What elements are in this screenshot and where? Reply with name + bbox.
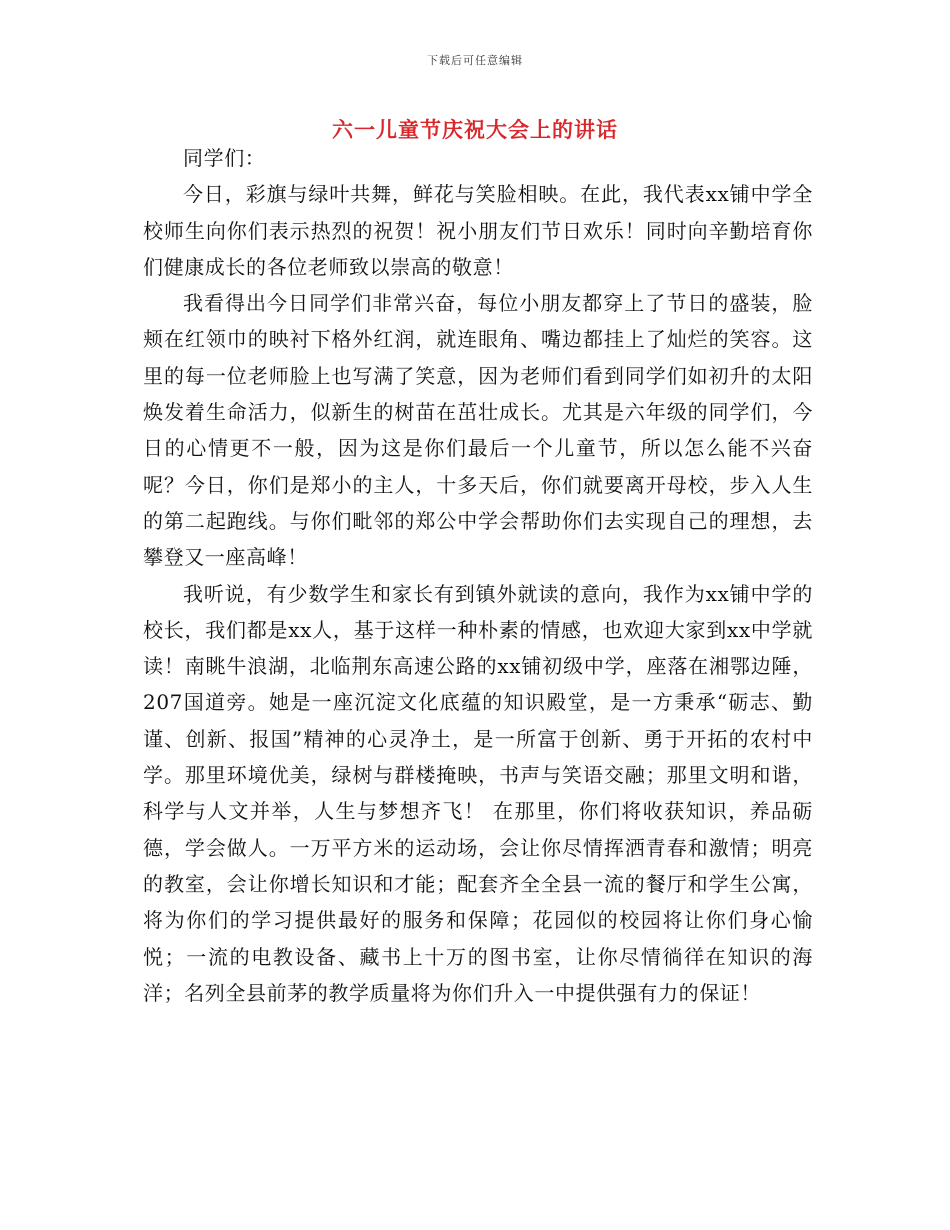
body-paragraph: 我看得出今日同学们非常兴奋，每位小朋友都穿上了节日的盛装，脸颊在红领巾的映衬下格外红润，就连眼角、嘴边都挂上了灿烂的笑容。这里的每一位老师脸上也写满了笑意，因为老师们看到同学们如初升的太阳焕发着生命活力，似新生的树苗在茁壮成长。尤其是六年级的同学们，今日的心情更不一般，因为这是你们最后一个儿童节，所以怎么能不兴奋呢？今日，你们是郑小的主人，十多天后，你们就要离开母校，步入人生的第二起跑线。与你们毗邻的郑公中学会帮助你们去实现自己的理想，去攀登又一座高峰！ bbox=[143, 291, 813, 570]
document-body bbox=[143, 140, 813, 1011]
body-paragraph: 今日，彩旗与绿叶共舞，鲜花与笑脸相映。在此，我代表xx铺中学全校师生向你们表示热烈的祝贺！祝小朋友们节日欢乐！同时向辛勤培育你们健康成长的各位老师致以崇高的敬意！ bbox=[143, 182, 813, 279]
header-note: 下载后可任意编辑 bbox=[427, 54, 523, 67]
salutation-paragraph: 同学们： bbox=[183, 146, 266, 170]
document-title: 六一儿童节庆祝大会上的讲话 bbox=[332, 117, 618, 142]
body-paragraph: 我听说，有少数学生和家长有到镇外就读的意向，我作为xx铺中学的校长，我们都是xx人，基于这样一种朴素的情感，也欢迎大家到xx中学就读！南眺牛浪湖，北临荆东高速公路的xx铺初级中学，座落在湘鄂边陲，207国道旁。她是一座沉淀文化底蕴的知识殿堂，是一方秉承“砺志、勤谨、创新、报国”精神的心灵净土，是一所富于创新、勇于开拓的农村中学。那里环境优美，绿树与群楼掩映，书声与笑语交融；那里文明和谐，科学与人文并举，人生与梦想齐飞！ 在那里，你们将收获知识，养品砺德，学会做人。一万平方米的运动场，会让你尽情挥洒青春和激情；明亮的教室，会让你增长知识和才能；配套齐全全县一流的餐厅和学生公寓，将为你们的学习提供最好的服务和保障；花园似的校园将让你们身心愉悦；一流的电教设备、藏书上十万的图书室，让你尽情徜徉在知识的海洋；名列全县前茅的教学质量将为你们升入一中提供强有力的保证！ bbox=[143, 581, 813, 1005]
